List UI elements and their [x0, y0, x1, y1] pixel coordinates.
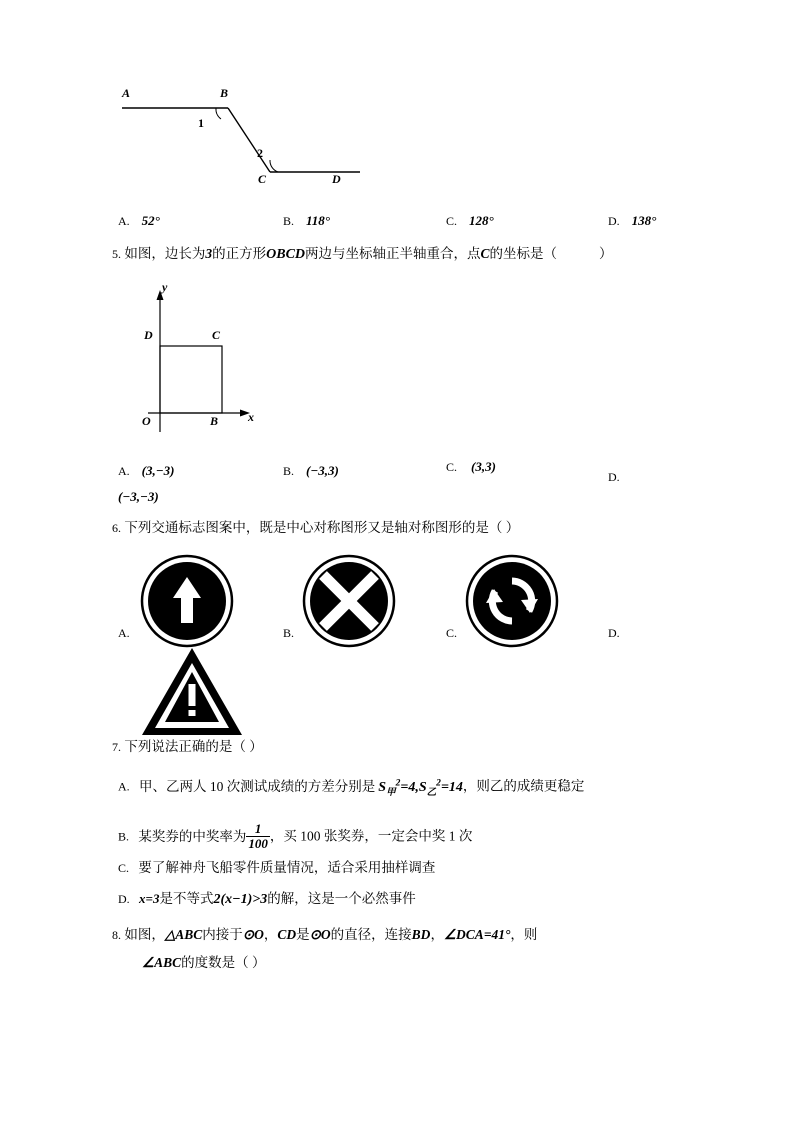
q7-text: 下列说法正确的是（ ）: [124, 739, 263, 754]
q7-option-b-label: B.: [118, 829, 130, 844]
q4-option-d-label: D.: [608, 214, 620, 228]
cross-x-circle-icon: [301, 553, 397, 649]
q5-option-c-value: (3,3): [471, 459, 496, 474]
q7-option-a[interactable]: [118, 776, 758, 800]
q7-number: 7.: [112, 740, 121, 754]
q5-number: 5.: [112, 247, 121, 261]
q8-angle-abc: ∠ABC: [142, 955, 182, 970]
q4-option-a-value: 52°: [141, 213, 160, 228]
q5-label-B: B: [210, 414, 219, 428]
q7-option-a-pre: 甲、乙两人 10 次测试成绩的方差分别是: [139, 778, 376, 794]
q5-option-d-label-wrap[interactable]: [608, 468, 620, 486]
q7-variance-formula: $S_甲^2=4,S_乙^2=14$: [378, 778, 463, 798]
q7-option-d-inequality: 2(x−1)>3: [213, 892, 268, 907]
q8-text-2: 内接于: [202, 927, 243, 942]
q5-label-O: O: [142, 414, 151, 428]
q5-option-a[interactable]: [118, 462, 174, 480]
q8-angle-dca: ∠DCA: [443, 927, 484, 942]
q4-label-C: C: [258, 172, 267, 186]
q6-option-d-label[interactable]: D.: [608, 626, 620, 640]
q7-option-c[interactable]: [118, 858, 758, 878]
q5-option-a-value: (3,−3): [141, 463, 175, 478]
q8-number: 8.: [112, 928, 121, 942]
q7-option-d[interactable]: [118, 889, 758, 910]
q4-option-d-value: 138°: [631, 213, 657, 228]
q7-option-b-pre: 某奖券的中奖率为: [138, 828, 247, 844]
q6-stem: [112, 518, 732, 538]
q8-text-8: 的度数是（ ）: [181, 955, 266, 970]
q5-option-c[interactable]: [446, 458, 496, 476]
q8-stem-line2: [142, 953, 782, 973]
warning-triangle-icon: [140, 646, 244, 738]
q5-text-3: 两边与坐标轴正半轴重合，点: [305, 246, 481, 261]
q4-label-A: A: [122, 86, 131, 100]
q7-option-d-mid: 是不等式: [159, 891, 214, 906]
circular-arrows-icon: [464, 553, 560, 649]
q7-option-a-post: ，则乙的成绩更稳定: [462, 778, 585, 794]
q8-stem-line1: [112, 925, 752, 945]
q4-option-d[interactable]: [608, 212, 656, 230]
q8-text-5: 的直径，连接: [330, 927, 412, 942]
q5-option-b-value: (−3,3): [306, 463, 339, 478]
q6-text: 下列交通标志图案中，既是中心对称图形又是轴对称图形的是（ ）: [124, 520, 520, 535]
q5-option-c-label: C.: [446, 460, 458, 474]
q7-option-b-post: ，买 100 张奖券，一定会中奖 1 次: [269, 828, 473, 844]
q4-label-B: B: [220, 86, 229, 100]
q5-text-1: 如图，边长为: [124, 246, 206, 261]
q5-text-2: 的正方形: [212, 246, 267, 261]
q4-option-a-label: A.: [118, 214, 130, 228]
q5-text-5: ）: [599, 246, 613, 261]
q6-option-a-label[interactable]: A.: [118, 626, 130, 640]
q6-sign-d: [140, 646, 244, 738]
q5-option-d-value: (−3,−3): [118, 489, 159, 504]
q5-label-C: C: [212, 328, 221, 342]
q5-option-d-label: D.: [608, 470, 620, 484]
q8-text-4: 是: [296, 927, 310, 942]
q5-figure: [130, 280, 260, 439]
q8-triangle: △ABC: [164, 927, 203, 942]
q5-point-name: C: [480, 246, 490, 261]
q8-circle-2: ⊙O: [309, 927, 331, 942]
q4-option-a[interactable]: [118, 212, 160, 230]
q6-option-c-label[interactable]: C.: [446, 626, 458, 640]
q7-probability-fraction: $\frac{1}{100}$: [248, 821, 268, 851]
q7-option-a-label: A.: [118, 779, 130, 794]
q5-text-4: 的坐标是（: [489, 246, 558, 261]
q5-option-b[interactable]: [283, 462, 339, 480]
q6-sign-c: [464, 553, 560, 649]
q8-bd: BD: [411, 927, 431, 942]
q4-angle-2: 2: [257, 146, 263, 160]
q8-cd: CD: [277, 927, 297, 942]
q6-number: 6.: [112, 521, 121, 535]
q5-option-b-label: B.: [283, 464, 295, 478]
q4-option-b-value: 118°: [306, 213, 330, 228]
q5-option-a-label: A.: [118, 464, 130, 478]
q7-option-d-label: D.: [118, 892, 130, 906]
q8-text-3: ，: [263, 927, 278, 942]
q5-label-D: D: [144, 328, 153, 342]
q8-text-1: 如图，: [124, 927, 165, 942]
q5-square-name: OBCD: [266, 247, 306, 262]
q7-option-b[interactable]: [118, 822, 758, 850]
q5-stem: [112, 244, 712, 265]
q4-option-b[interactable]: [283, 212, 330, 230]
q7-option-c-text: 要了解神舟飞船零件质量情况，适合采用抽样调查: [138, 860, 436, 875]
q4-option-b-label: B.: [283, 214, 295, 228]
q4-angle-1: 1: [198, 116, 204, 130]
q4-option-c[interactable]: [446, 212, 494, 230]
q4-figure: [110, 88, 370, 208]
q8-angle-dca-value: =41°: [483, 927, 511, 942]
q5-option-d-value-wrap[interactable]: [118, 488, 159, 506]
q8-text-6: ，: [430, 927, 444, 942]
q5-axis-x-label: x: [248, 410, 254, 424]
q5-axis-y-label: y: [162, 280, 168, 294]
up-arrow-circle-icon: [139, 553, 235, 649]
q8-circle-1: ⊙O: [242, 927, 264, 942]
q7-option-d-x: x=3: [139, 891, 160, 906]
q6-sign-a: [139, 553, 235, 649]
q7-option-c-label: C.: [118, 861, 130, 875]
q7-option-d-tail: 的解，这是一个必然事件: [267, 891, 416, 906]
q4-option-c-label: C.: [446, 214, 458, 228]
q6-option-b-label[interactable]: B.: [283, 626, 295, 640]
q6-sign-b: [301, 553, 397, 649]
q4-option-c-value: 128°: [469, 213, 494, 228]
q8-text-7: ，则: [510, 927, 538, 942]
q4-label-D: D: [332, 172, 341, 186]
q5-side-length: 3: [205, 246, 213, 261]
q7-stem: [112, 737, 732, 757]
